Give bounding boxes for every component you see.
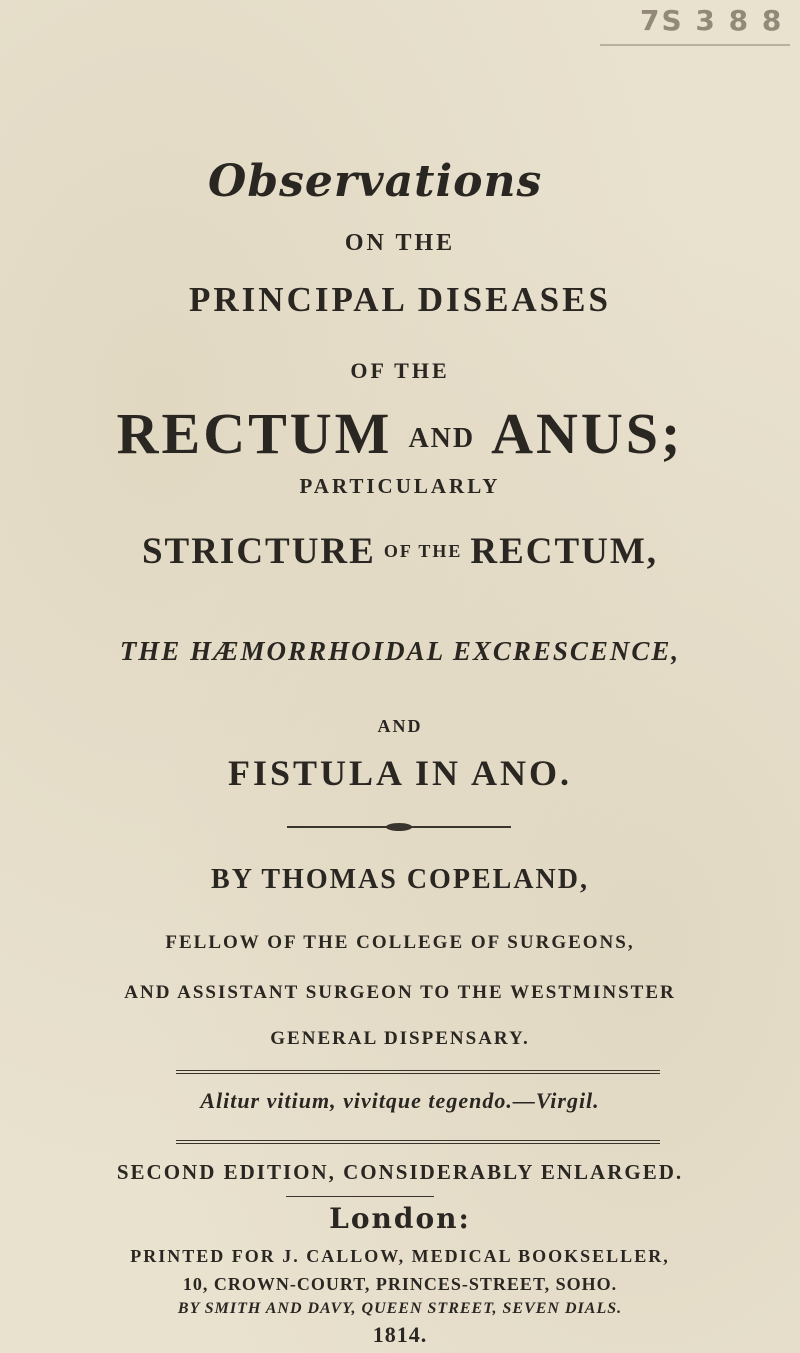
shelfmark-rule bbox=[600, 44, 790, 46]
title-observations: Observations bbox=[208, 156, 543, 207]
title-stricture: STRICTURE bbox=[141, 531, 376, 572]
title-stricture-line bbox=[0, 530, 800, 573]
title-particularly: PARTICULARLY bbox=[299, 474, 501, 498]
double-rule-top bbox=[176, 1070, 660, 1071]
edition-statement: SECOND EDITION, CONSIDERABLY ENLARGED. bbox=[116, 1160, 684, 1184]
imprint-printer: BY SMITH AND DAVY, QUEEN STREET, SEVEN DIALS. bbox=[177, 1300, 623, 1317]
author-credential-1: FELLOW OF THE COLLEGE OF SURGEONS, bbox=[165, 932, 635, 953]
ornamental-rule-2 bbox=[286, 1196, 434, 1197]
title-and-small: AND bbox=[408, 423, 476, 454]
shelfmark: 7S 3 8 8 bbox=[640, 4, 784, 37]
imprint-printed-for: PRINTED FOR J. CALLOW, MEDICAL BOOKSELLER, bbox=[130, 1246, 670, 1266]
title-anus: ANUS; bbox=[491, 401, 684, 466]
author-credential-2: AND ASSISTANT SURGEON TO THE WESTMINSTER bbox=[124, 982, 676, 1003]
title-principal-diseases: PRINCIPAL DISEASES bbox=[189, 280, 611, 319]
title-on-the: ON THE bbox=[344, 230, 456, 256]
ornamental-rule bbox=[287, 826, 511, 828]
title-of-the: OF THE bbox=[350, 358, 450, 383]
imprint-year: 1814. bbox=[372, 1322, 428, 1347]
epigraph: Alitur vitium, vivitque tegendo.—Virgil. bbox=[200, 1088, 600, 1113]
double-rule-bottom bbox=[176, 1140, 660, 1141]
author-credential-3: GENERAL DISPENSARY. bbox=[270, 1028, 530, 1049]
imprint-address: 10, CROWN-COURT, PRINCES-STREET, SOHO. bbox=[182, 1274, 618, 1294]
title-fistula: FISTULA IN ANO. bbox=[227, 753, 573, 793]
title-rectum-2: RECTUM, bbox=[470, 531, 659, 572]
title-and: AND bbox=[377, 716, 423, 736]
title-of-the-small: OF THE bbox=[383, 541, 463, 561]
title-rectum: RECTUM bbox=[116, 401, 393, 466]
author-byline: BY THOMAS COPELAND, bbox=[211, 864, 589, 895]
title-rectum-and-anus bbox=[0, 400, 800, 467]
title-haemorrhoidal: THE HÆMORRHOIDAL EXCRESCENCE, bbox=[119, 636, 681, 666]
imprint-city: London: bbox=[329, 1202, 471, 1235]
